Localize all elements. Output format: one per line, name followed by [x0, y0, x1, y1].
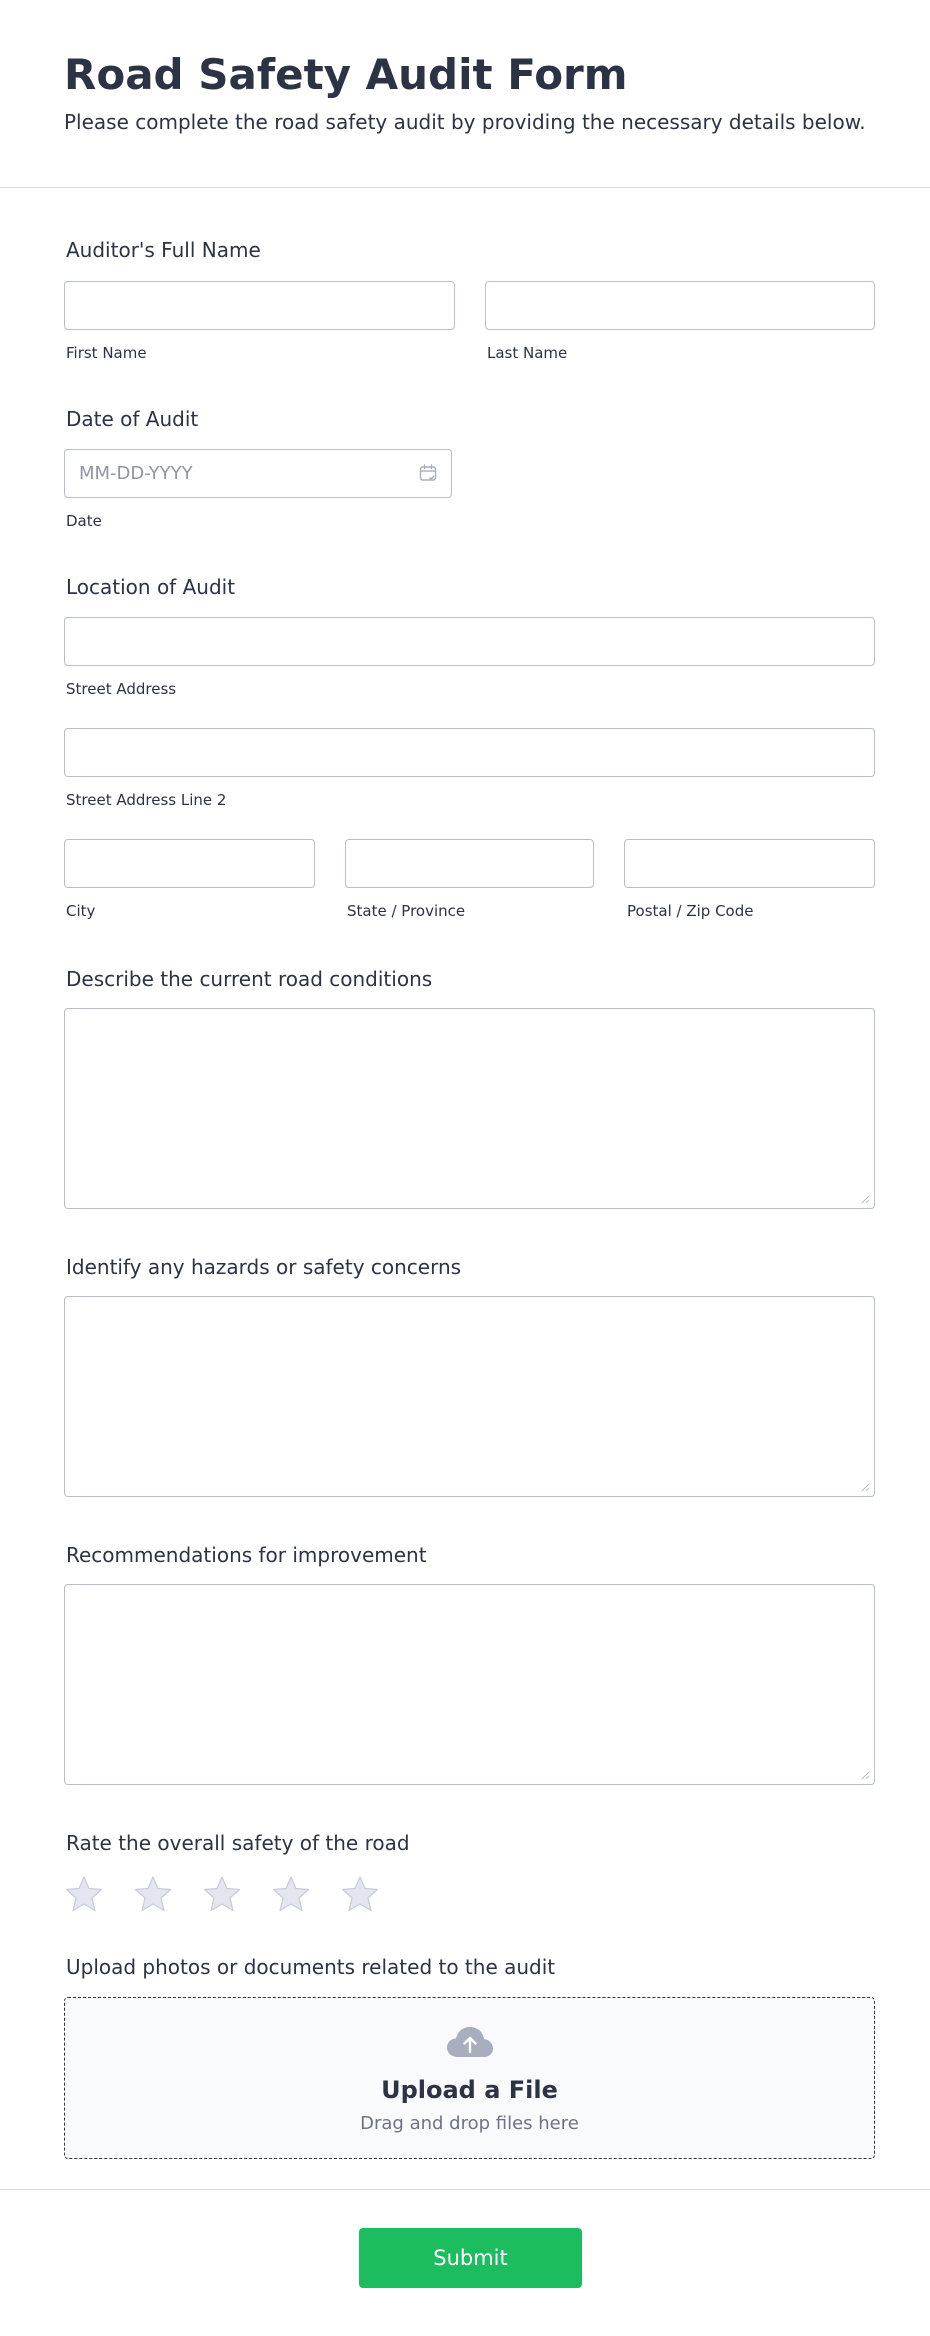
star-icon[interactable] — [271, 1874, 311, 1914]
file-upload-dropzone[interactable] — [64, 1997, 875, 2159]
rating-label: Rate the overall safety of the road — [66, 1831, 410, 1855]
street-address-line2-input[interactable] — [64, 728, 875, 777]
star-icon[interactable] — [202, 1874, 242, 1914]
resize-grip-icon[interactable] — [860, 1194, 870, 1204]
resize-grip-icon[interactable] — [860, 1770, 870, 1780]
form-subtitle: Please complete the road safety audit by providing the necessary details below. — [64, 110, 866, 134]
first-name-sublabel: First Name — [66, 344, 147, 362]
zip-input[interactable] — [624, 839, 875, 888]
zip-sublabel: Postal / Zip Code — [627, 902, 754, 920]
state-input[interactable] — [345, 839, 594, 888]
star-icon[interactable] — [340, 1874, 380, 1914]
hazards-label: Identify any hazards or safety concerns — [66, 1255, 462, 1279]
first-name-input[interactable] — [64, 281, 455, 330]
form-title: Road Safety Audit Form — [64, 50, 628, 99]
conditions-textarea[interactable] — [64, 1008, 875, 1209]
street-address-input[interactable] — [64, 617, 875, 666]
hazards-textarea[interactable] — [64, 1296, 875, 1497]
star-icon[interactable] — [64, 1874, 104, 1914]
location-label: Location of Audit — [66, 575, 236, 599]
form-header — [0, 0, 930, 188]
star-icon[interactable] — [133, 1874, 173, 1914]
resize-grip-icon[interactable] — [860, 1482, 870, 1492]
calendar-icon[interactable] — [418, 463, 438, 483]
last-name-input[interactable] — [485, 281, 875, 330]
upload-hint: Drag and drop files here — [360, 2113, 579, 2134]
upload-title: Upload a File — [381, 2076, 558, 2104]
upload-label: Upload photos or documents related to the audit — [66, 1955, 556, 1979]
street-address-sublabel: Street Address — [66, 680, 177, 698]
recommendations-label: Recommendations for improvement — [66, 1543, 427, 1567]
full-name-label: Auditor's Full Name — [66, 238, 261, 262]
date-input[interactable] — [64, 449, 452, 498]
footer-divider — [0, 2189, 930, 2190]
city-sublabel: City — [66, 902, 96, 920]
city-input[interactable] — [64, 839, 315, 888]
cloud-upload-icon — [445, 2023, 495, 2063]
state-sublabel: State / Province — [347, 902, 466, 920]
submit-button[interactable]: Submit — [359, 2228, 582, 2288]
conditions-label: Describe the current road conditions — [66, 967, 433, 991]
recommendations-textarea[interactable] — [64, 1584, 875, 1785]
last-name-sublabel: Last Name — [487, 344, 568, 362]
date-label: Date of Audit — [66, 407, 199, 431]
date-sublabel: Date — [66, 512, 102, 530]
street-address-line2-sublabel: Street Address Line 2 — [66, 791, 227, 809]
